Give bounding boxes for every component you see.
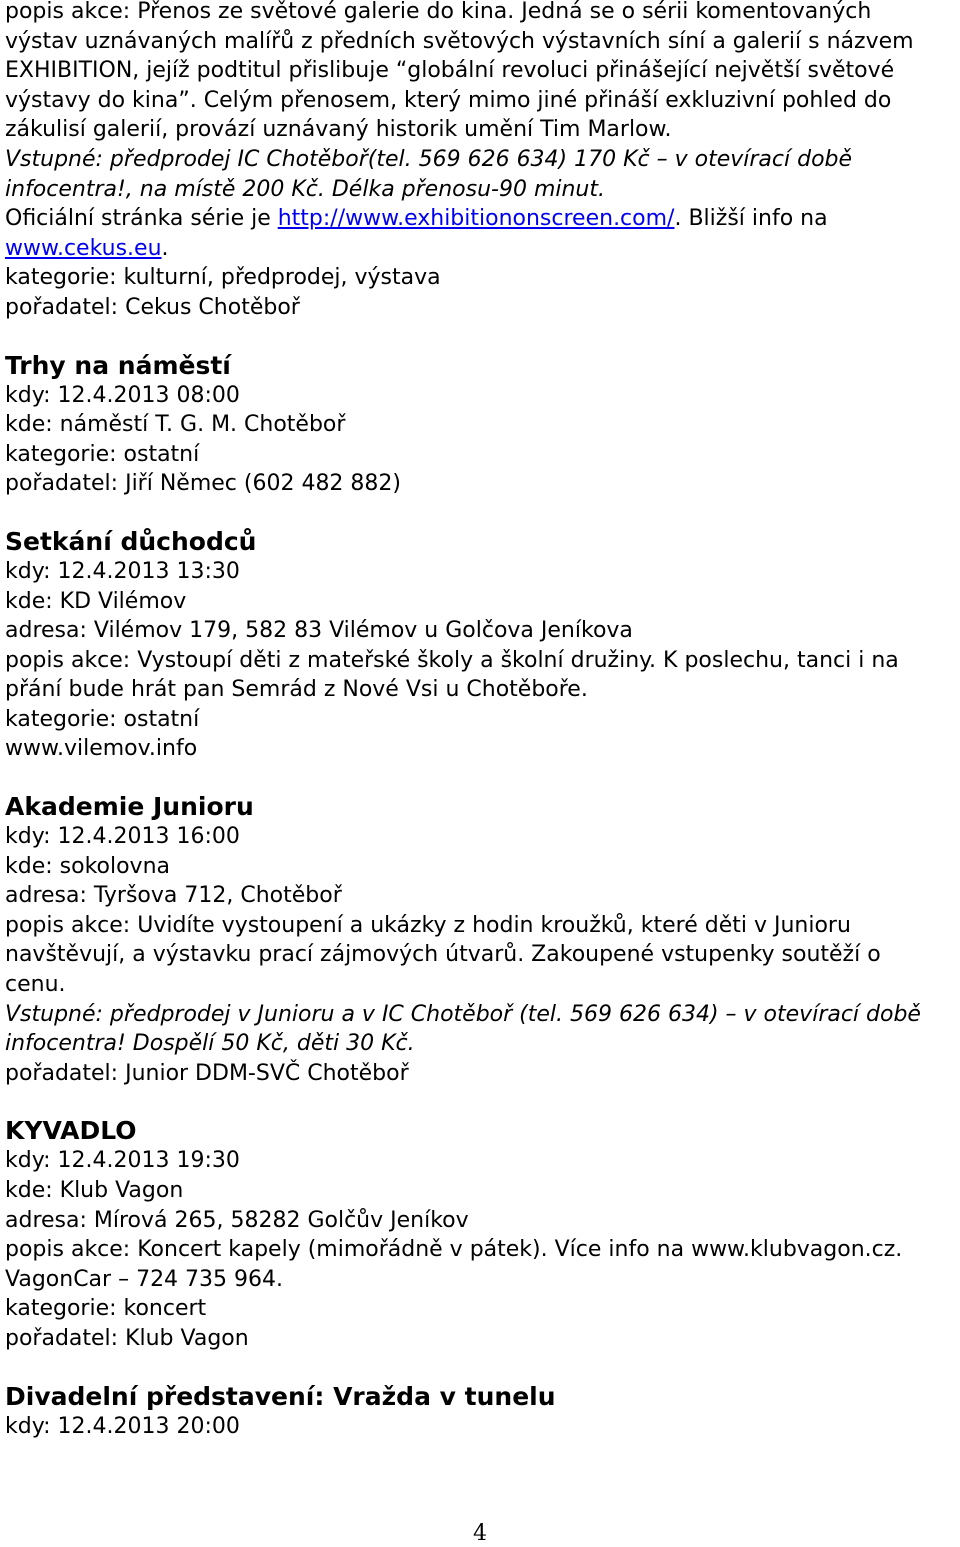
event-category: kategorie: ostatní — [5, 706, 200, 732]
description-line: výstav uznávaných malířů z předních světových výstavních síní a galerií s názvem — [5, 28, 914, 54]
event-description: navštěvují, a výstavku prací zájmových útvarů. Zakoupené vstupenky soutěží o — [5, 942, 881, 968]
event-category: kategorie: koncert — [5, 1296, 207, 1322]
description-line: popis akce: Přenos ze světové galerie do kina. Jedná se o sérii komentovaných — [5, 0, 872, 24]
event-admission: Vstupné: předprodej v Junioru a v IC Chotěboř (tel. 569 626 634) – v otevírací době — [5, 1001, 921, 1027]
event-address: adresa: Tyršova 712, Chotěboř — [5, 883, 342, 909]
event-when: kdy: 12.4.2013 08:00 — [5, 382, 240, 408]
event-admission: infocentra! Dospělí 50 Kč, děti 30 Kč. — [5, 1031, 415, 1057]
document-page — [5, 0, 957, 1441]
event-description: popis akce: Koncert kapely (mimořádně v pátek). Více info na www.klubvagon.cz. — [5, 1237, 903, 1263]
event-where: kde: Klub Vagon — [5, 1178, 184, 1203]
more-info-text: . Bližší info na — [674, 206, 828, 232]
event-description: popis akce: Vystoupí děti z mateřské školy a školní družiny. K poslechu, tanci i na — [5, 647, 899, 673]
event-when: kdy: 12.4.2013 19:30 — [5, 1148, 240, 1174]
event-organizer: pořadatel: Jiří Němec (602 482 882) — [5, 471, 401, 497]
event-title: Setkání důchodců — [5, 526, 257, 556]
cekus-link[interactable]: www.cekus.eu — [5, 235, 162, 261]
event-description: VagonCar – 724 735 964. — [5, 1266, 284, 1292]
admission-line: infocentra!, na místě 200 Kč. Délka přenosu-90 minut. — [5, 176, 605, 202]
description-line: zákulisí galerií, provází uznávaný historik umění Tim Marlow. — [5, 117, 672, 143]
category-line: kategorie: kulturní, předprodej, výstava — [5, 265, 441, 291]
event-trhy — [5, 351, 957, 499]
event-description: cenu. — [5, 972, 66, 998]
event-when: kdy: 12.4.2013 16:00 — [5, 824, 240, 850]
event-address: adresa: Vilémov 179, 582 83 Vilémov u Golčova Jeníkova — [5, 618, 633, 644]
event-akademie — [5, 792, 957, 1088]
admission-line: Vstupné: předprodej IC Chotěboř(tel. 569 626 634) 170 Kč – v otevírací době — [5, 146, 853, 172]
event-organizer: pořadatel: Junior DDM-SVČ Chotěboř — [5, 1060, 409, 1086]
event-divadlo — [5, 1382, 957, 1442]
exhibition-link[interactable]: http://www.exhibitiononscreen.com/ — [277, 206, 675, 232]
event-when: kdy: 12.4.2013 20:00 — [5, 1413, 240, 1439]
event-intro-continuation — [5, 0, 957, 323]
event-title: Trhy na náměstí — [5, 350, 231, 380]
event-organizer: pořadatel: Klub Vagon — [5, 1325, 249, 1351]
official-site-line — [5, 204, 957, 234]
event-address: adresa: Mírová 265, 58282 Golčův Jeníkov — [5, 1207, 469, 1233]
event-kyvadlo — [5, 1116, 957, 1353]
event-title: Akademie Junioru — [5, 792, 254, 822]
event-where: kde: sokolovna — [5, 853, 170, 879]
event-description: popis akce: Uvidíte vystoupení a ukázky z hodin kroužků, které děti v Junioru — [5, 912, 851, 938]
cekus-line — [5, 234, 957, 264]
official-site-text: Oficiální stránka série je — [5, 206, 278, 232]
page-number: 4 — [473, 1521, 487, 1546]
event-title: KYVADLO — [5, 1116, 137, 1146]
event-where: kde: KD Vilémov — [5, 588, 187, 614]
event-description: přání bude hrát pan Semrád z Nové Vsi u Chotěboře. — [5, 677, 588, 703]
period-text: . — [161, 235, 169, 261]
event-category: kategorie: ostatní — [5, 441, 200, 467]
event-title: Divadelní představení: Vražda v tunelu — [5, 1381, 556, 1411]
event-setkani — [5, 527, 957, 764]
event-website: www.vilemov.info — [5, 736, 198, 762]
organizer-line: pořadatel: Cekus Chotěboř — [5, 294, 300, 320]
description-line: EXHIBITION, jejíž podtitul přislibuje “globální revoluci přinášející největší světové — [5, 58, 895, 84]
event-when: kdy: 12.4.2013 13:30 — [5, 558, 240, 584]
event-where: kde: náměstí T. G. M. Chotěboř — [5, 412, 346, 438]
description-line: výstavy do kina”. Celým přenosem, který mimo jiné přináší exkluzivní pohled do — [5, 87, 892, 113]
